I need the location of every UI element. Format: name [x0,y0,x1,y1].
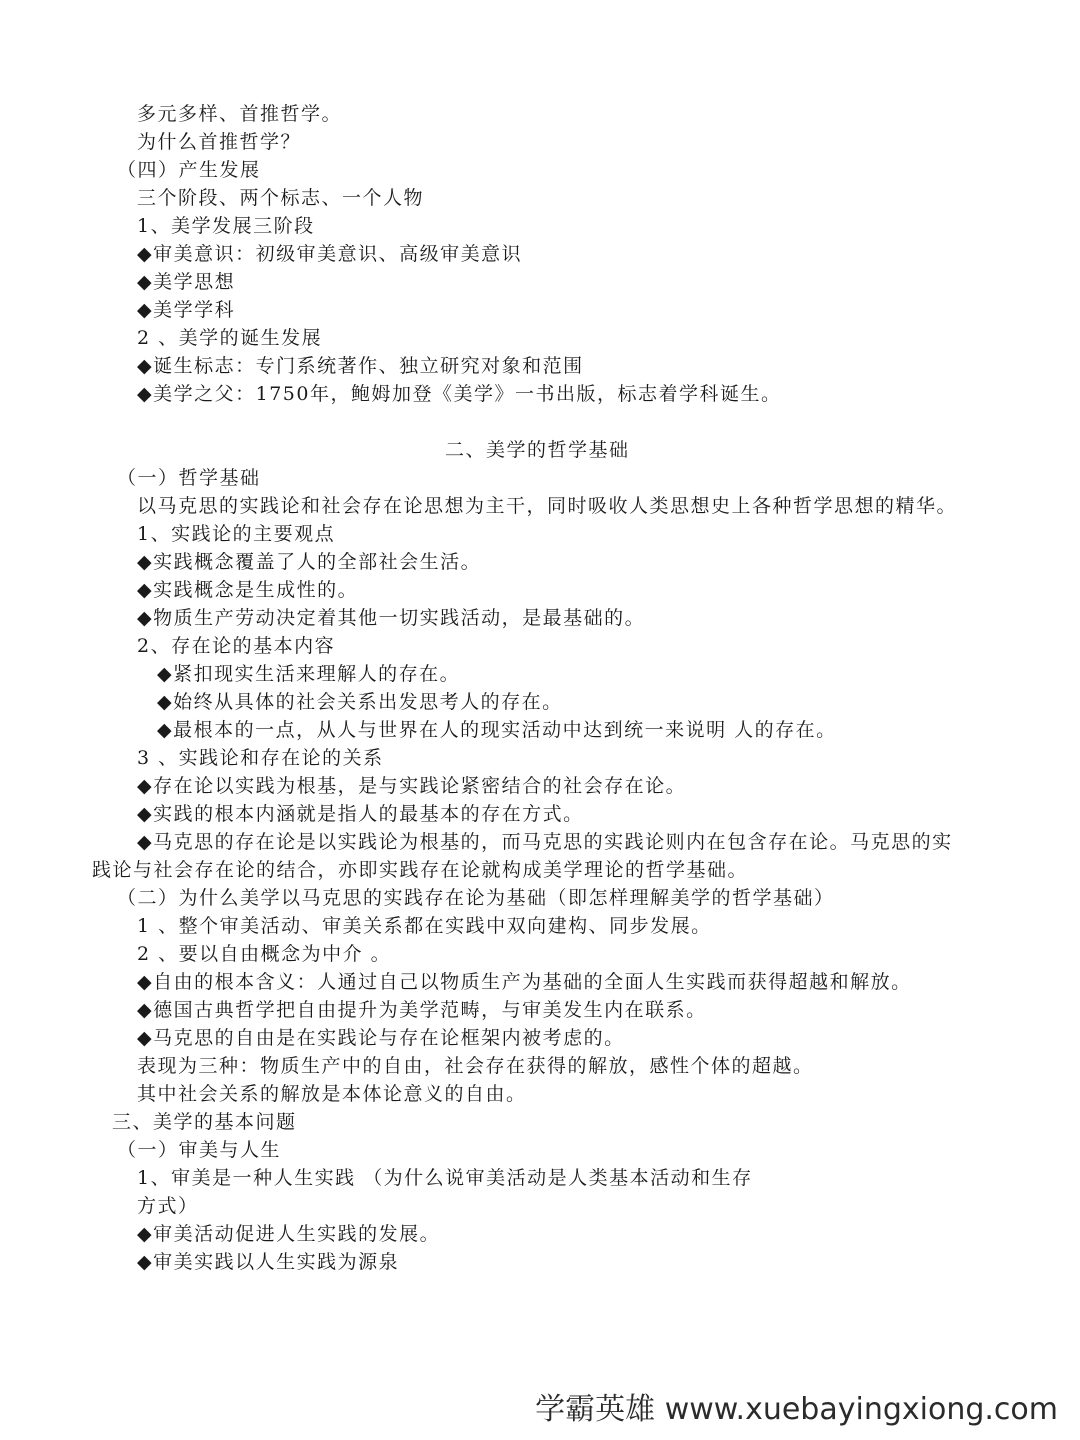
bullet-item: ◆诞生标志：专门系统著作、独立研究对象和范围 [137,355,584,377]
bullet-item: ◆马克思的自由是在实践论与存在论框架内被考虑的。 [137,1027,625,1049]
bullet-item: ◆德国古典哲学把自由提升为美学范畴，与审美发生内在联系。 [137,999,707,1021]
section-heading: （一）哲学基础 [117,467,261,489]
bullet-item: ◆马克思的存在论是以实践论为根基的，而马克思的实践论则内在包含存在论。马克思的实 [137,831,953,853]
chapter-title: 三、美学的基本问题 [112,1111,297,1133]
text-line: 1、美学发展三阶段 [137,215,315,237]
text-line: 2、存在论的基本内容 [137,635,336,657]
text-line: 3 、实践论和存在论的关系 [137,747,384,769]
bullet-item: ◆存在论以实践为根基，是与实践论紧密结合的社会存在论。 [137,775,687,797]
text-line: 为什么首推哲学？ [137,131,302,153]
bullet-item: ◆美学之父：1750年，鲍姆加登《美学》一书出版，标志着学科诞生。 [137,383,782,405]
section-heading: （二）为什么美学以马克思的实践存在论为基础（即怎样理解美学的哲学基础） [117,887,835,909]
text-line: 三个阶段、两个标志、一个人物 [137,187,425,209]
bullet-item: ◆自由的根本含义：人通过自己以物质生产为基础的全面人生实践而获得超越和解放。 [137,971,912,993]
text-line: 方式） [137,1195,199,1217]
text-line: 1、审美是一种人生实践 （为什么说审美活动是人类基本活动和生存 [137,1167,753,1189]
chapter-title: 二、美学的哲学基础 [445,439,630,461]
bullet-item: ◆紧扣现实生活来理解人的存在。 [157,663,461,685]
text-line: 践论与社会存在论的结合，亦即实践存在论就构成美学理论的哲学基础。 [92,859,749,881]
bullet-item: ◆审美活动促进人生实践的发展。 [137,1223,441,1245]
text-line: 其中社会关系的解放是本体论意义的自由。 [137,1083,527,1105]
text-line: 多元多样、首推哲学。 [137,103,343,125]
bullet-item: ◆始终从具体的社会关系出发思考人的存在。 [157,691,563,713]
text-line: 1、实践论的主要观点 [137,523,336,545]
text-line: 2 、美学的诞生发展 [137,327,323,349]
bullet-item: ◆最根本的一点，从人与世界在人的现实活动中达到统一来说明 人的存在。 [157,719,837,741]
section-heading: （一）审美与人生 [117,1139,282,1161]
bullet-item: ◆美学学科 [137,299,236,321]
bullet-item: ◆实践概念覆盖了人的全部社会生活。 [137,551,482,573]
bullet-item: ◆实践的根本内涵就是指人的最基本的存在方式。 [137,803,584,825]
section-heading: （四）产生发展 [117,159,261,181]
bullet-item: ◆物质生产劳动决定着其他一切实践活动，是最基础的。 [137,607,646,629]
bullet-item: ◆审美意识：初级审美意识、高级审美意识 [137,243,523,265]
text-line: 表现为三种：物质生产中的自由，社会存在获得的解放，感性个体的超越。 [137,1055,814,1077]
bullet-item: ◆实践概念是生成性的。 [137,579,359,601]
text-line: 2 、要以自由概念为中介 。 [137,943,392,965]
text-line: 以马克思的实践论和社会存在论思想为主干，同时吸收人类思想史上各种哲学思想的精华。 [137,495,958,517]
bullet-item: ◆美学思想 [137,271,236,293]
bullet-item: ◆审美实践以人生实践为源泉 [137,1251,400,1273]
text-line: 1 、整个审美活动、审美关系都在实践中双向建构、同步发展。 [137,915,712,937]
site-watermark: 学霸英雄 www.xuebayingxiong.com [535,1392,1058,1427]
